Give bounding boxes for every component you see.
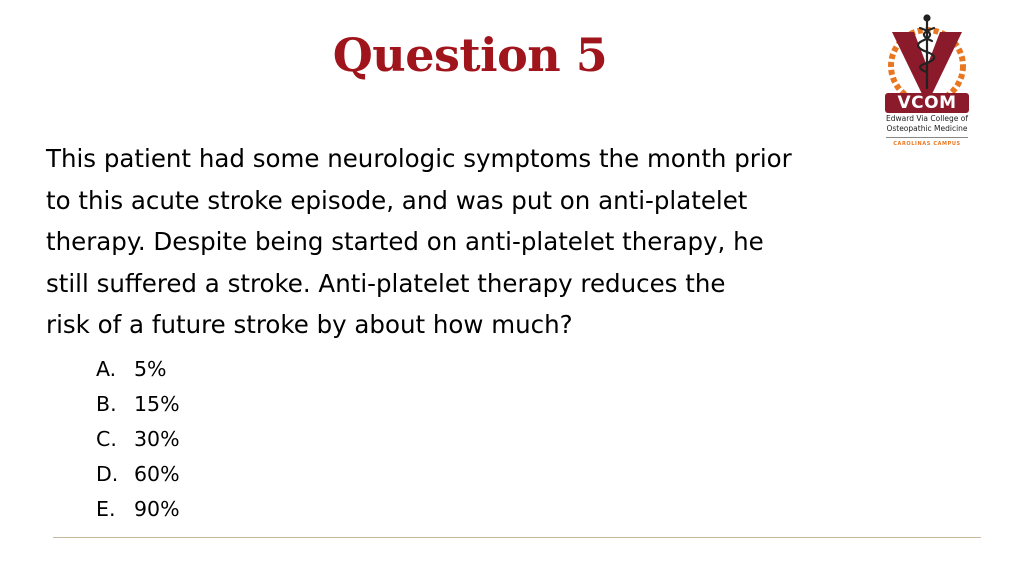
option-text: 15% <box>134 392 180 416</box>
option-letter: C. <box>96 427 117 451</box>
answer-options <box>96 352 180 527</box>
answer-option <box>96 422 180 457</box>
option-text: 60% <box>134 462 180 486</box>
logo-college-line-2: Osteopathic Medicine <box>886 124 968 133</box>
answer-option <box>96 457 180 492</box>
option-text: 90% <box>134 497 180 521</box>
question-text: This patient had some neurologic symptoms the month prior to this acute stroke episode, and was put on anti-platelet therapy. Despite being started on anti-platelet therapy, he still suffered a stroke. Anti-platelet therapy reduces the risk of a future stroke by about how much? <box>46 144 792 339</box>
footer-divider <box>53 537 981 538</box>
option-letter: D. <box>96 462 119 486</box>
logo-campus-label: CAROLINAS CAMPUS <box>893 141 961 147</box>
answer-option <box>96 492 180 527</box>
option-letter: E. <box>96 497 116 521</box>
logo-college-line-1: Edward Via College of <box>886 114 968 123</box>
slide-title: Question 5 <box>332 28 608 82</box>
option-letter: B. <box>96 392 117 416</box>
answer-option <box>96 387 180 422</box>
option-text: 30% <box>134 427 180 451</box>
option-letter: A. <box>96 357 117 381</box>
option-text: 5% <box>134 357 167 381</box>
logo-wordmark: VCOM <box>885 93 969 113</box>
answer-option <box>96 352 180 387</box>
